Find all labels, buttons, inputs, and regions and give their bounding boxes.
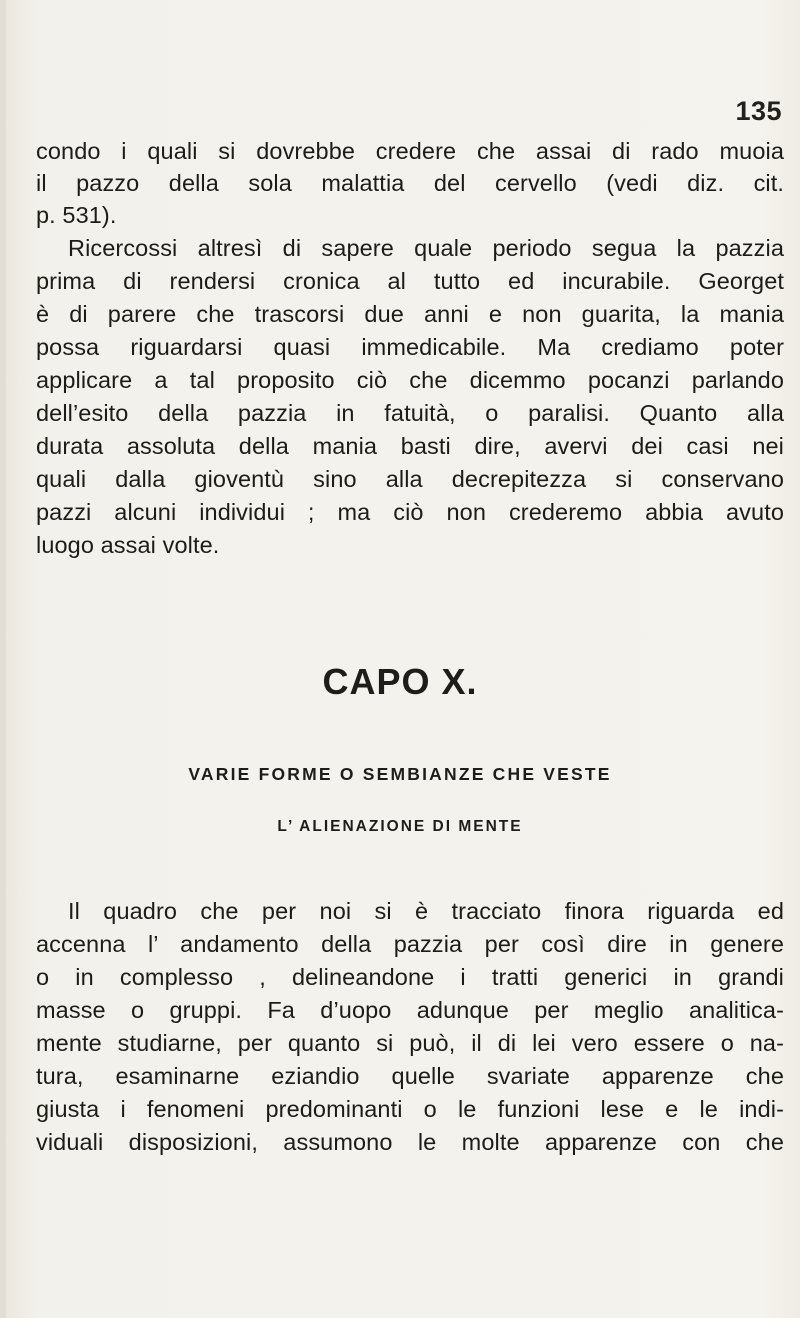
- text-line: o in complesso , delineandone i tratti generici in grandi: [36, 964, 784, 990]
- text-line: pazzi alcuni individui ; ma ciò non crederemo abbia avuto: [36, 499, 784, 525]
- text-line: viduali disposizioni, assumono le molte apparenze con che: [36, 1129, 784, 1155]
- page-edge-shading: [0, 0, 20, 1318]
- text-line: Ricercossi altresì di sapere quale periodo segua la pazzia: [68, 235, 784, 261]
- text-line: luogo assai volte.: [36, 532, 220, 558]
- chapter-title: CAPO X.: [322, 661, 478, 702]
- text-line: quali dalla gioventù sino alla decrepitezza si conservano: [36, 466, 784, 492]
- text-line: durata assoluta della mania basti dire, avervi dei casi nei: [36, 433, 784, 459]
- text-line: accenna l’ andamento della pazzia per così dire in genere: [36, 931, 784, 957]
- text-line: giusta i fenomeni predominanti o le funzioni lese e le indi-: [36, 1096, 784, 1122]
- page-number: 135: [735, 96, 782, 126]
- text-line: tura, esaminarne eziandio quelle svariate apparenze che: [36, 1063, 784, 1089]
- chapter-subtitle: VARIE FORME O SEMBIANZE CHE VESTE: [188, 764, 612, 784]
- text-line: prima di rendersi cronica al tutto ed incurabile. Georget: [36, 268, 784, 294]
- text-line: condo i quali si dovrebbe credere che assai di rado muoia: [36, 138, 784, 164]
- text-line: possa riguardarsi quasi immedicabile. Ma crediamo poter: [36, 334, 784, 360]
- text-line: Il quadro che per noi si è tracciato finora riguarda ed: [68, 898, 784, 924]
- text-line: il pazzo della sola malattia del cervello (vedi diz. cit.: [36, 170, 784, 196]
- text-line: mente studiarne, per quanto si può, il di lei vero essere o na-: [36, 1030, 784, 1056]
- text-line: è di parere che trascorsi due anni e non guarita, la mania: [36, 301, 784, 327]
- text-line: p. 531).: [36, 202, 117, 228]
- chapter-subtitle: L’ ALIENAZIONE DI MENTE: [277, 818, 523, 835]
- text-line: masse o gruppi. Fa d’uopo adunque per meglio analitica-: [36, 997, 784, 1023]
- text-line: applicare a tal proposito ciò che dicemmo pocanzi parlando: [36, 367, 784, 393]
- text-line: dell’esito della pazzia in fatuità, o paralisi. Quanto alla: [36, 400, 784, 426]
